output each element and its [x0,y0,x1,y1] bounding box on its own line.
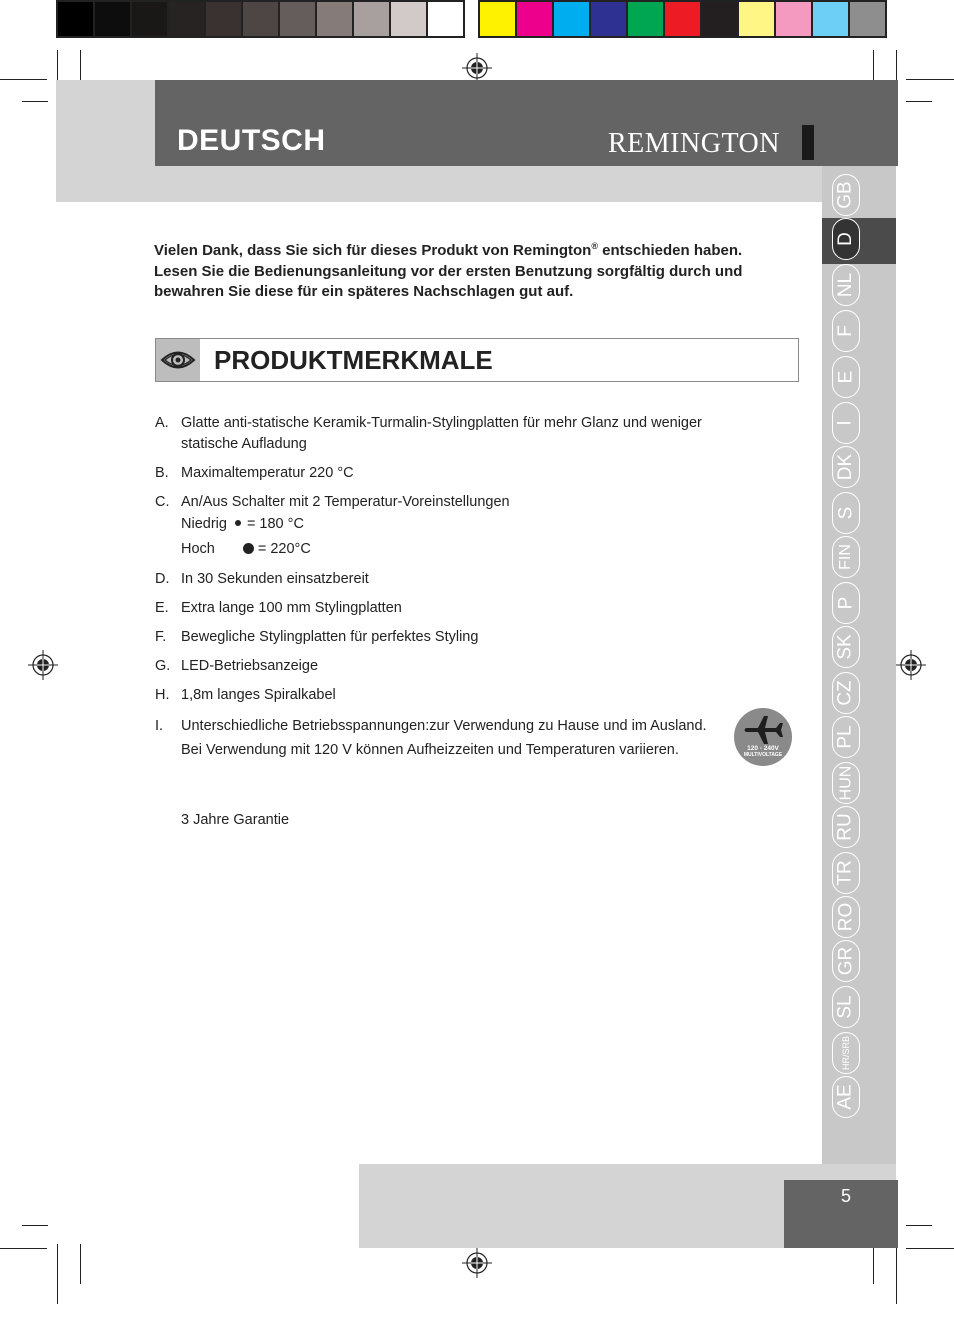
color-swatch [280,2,315,36]
page-number-box [784,1180,898,1248]
feature-text-cont: Bei Verwendung mit 120 V können Aufheizzeiten und Temperaturen variieren. [181,742,679,758]
language-tab-e[interactable] [832,356,860,398]
language-tab-label: S [835,506,856,520]
language-tab-label: F [834,325,856,337]
page-header [155,80,898,166]
language-tab-label: NL [834,272,856,298]
warranty-text: 3 Jahre Garantie [181,812,290,828]
feature-text: LED-Betriebsanzeige [181,658,319,674]
color-swatch [702,2,737,36]
color-swatch [850,2,885,36]
multivoltage-voltage: 120 - 240V [747,745,779,752]
crop-mark [22,101,48,102]
language-tab-nl[interactable] [832,264,860,306]
language-tab-label: AE [834,1084,856,1110]
feature-letter: F. [155,629,167,645]
registration-mark-icon [462,53,492,83]
language-tab-ae[interactable] [832,1076,860,1118]
language-tab-label: PL [835,725,856,749]
intro-line-1b: entschieden haben. [597,242,743,259]
crop-mark [906,101,932,102]
registration-mark-icon [462,1248,492,1278]
intro-text [154,236,794,303]
eye-icon [156,339,200,381]
feature-letter: G. [155,658,171,674]
color-swatch [739,2,774,36]
color-swatch [554,2,589,36]
color-swatch [243,2,278,36]
multivoltage-label: MULTIVOLTAGE [743,752,783,758]
language-tab-hun[interactable] [832,762,860,804]
feature-letter: H. [155,687,170,703]
language-tab-label: E [835,370,856,384]
color-swatch [480,2,515,36]
brand-bar [802,125,814,160]
color-swatch [391,2,426,36]
temp-low [181,516,304,532]
temp-high [181,541,311,557]
crop-mark [80,1244,81,1284]
temp-high-label: Hoch [181,541,215,557]
language-tab-label: SK [834,634,856,660]
grayscale-swatches [56,0,465,38]
section-header [155,338,799,382]
section-title: PRODUKTMERKMALE [214,345,493,375]
language-tab-tr[interactable] [832,852,860,894]
feature-letter: B. [155,465,169,481]
color-swatch [628,2,663,36]
language-tab-label: TR [834,860,856,886]
language-tab-cz[interactable] [832,672,860,714]
feature-letter: I. [155,718,164,734]
feature-text: Extra lange 100 mm Stylingplatten [181,600,402,616]
crop-mark [0,79,47,80]
language-tab-fin[interactable] [832,536,860,578]
feature-letter: E. [155,600,169,616]
language-tab-label: CZ [834,680,856,706]
brand-logo: REMINGTON [608,128,780,159]
registered-mark: ® [591,241,598,251]
language-tab-label: RU [835,813,857,841]
language-tab-gr[interactable] [832,940,860,982]
language-tab-label: GR [835,946,856,976]
temp-high-value: = 220°C [257,541,311,557]
feature-text: Glatte anti-statische Keramik-Turmalin-Stylingplatten für mehr Glanz und weniger [181,415,702,431]
language-tab-label: HUN [837,765,855,801]
language-tab-label: I [835,420,856,426]
language-tab-label: FIN [837,544,854,570]
color-swatch [517,2,552,36]
temp-low-value: = 180 °C [246,516,304,532]
language-tab-label: HR/SRB [841,1035,852,1071]
color-swatch [317,2,352,36]
language-tab-f[interactable] [832,310,860,352]
language-tab-sk[interactable] [832,626,860,668]
color-swatch [354,2,389,36]
language-tab-hr-srb[interactable] [832,1032,860,1074]
color-swatches [478,0,887,38]
feature-text: Maximaltemperatur 220 °C [181,465,354,481]
language-tab-label: D [834,232,856,246]
registration-mark-icon [28,650,58,680]
color-swatch [665,2,700,36]
intro-line-1a: Vielen Dank, dass Sie sich für dieses Produkt von Remington [154,242,592,259]
color-swatch [132,2,167,36]
color-swatch [206,2,241,36]
color-swatch [428,2,463,36]
feature-letter: D. [155,571,170,587]
page-number: 5 [840,1186,851,1206]
feature-text: In 30 Sekunden einsatzbereit [181,571,369,587]
language-tab-ro[interactable] [832,896,860,938]
language-tab-d[interactable] [832,218,860,260]
intro-line-2: Lesen Sie die Bedienungsanleitung vor der ersten Benutzung sorgfältig durch und [154,262,743,280]
language-tab-p[interactable] [832,582,860,624]
crop-mark [906,1248,954,1249]
color-swatch [58,2,93,36]
language-tab-dk[interactable] [832,446,860,488]
temp-low-label: Niedrig [181,516,227,532]
feature-text-cont: statische Aufladung [181,436,307,452]
language-tab-label: RO [835,902,856,932]
crop-mark [22,1225,48,1226]
large-dot-icon [243,543,254,554]
crop-mark [0,1248,47,1249]
language-tab-sl[interactable] [832,986,860,1028]
feature-letter: C. [155,494,170,510]
multivoltage-badge [734,708,792,766]
language-tab-strip [822,166,896,1164]
color-calibration-bar [56,0,887,38]
small-dot-icon [235,520,241,526]
airplane-icon [734,710,792,750]
feature-text: Bewegliche Stylingplatten für perfektes Styling [181,629,479,645]
section-icon-box [156,339,200,381]
language-tab-label: SL [835,995,856,1019]
feature-letter: A. [155,415,169,431]
feature-text: 1,8m langes Spiralkabel [181,687,336,703]
language-tab-label: DK [835,453,856,481]
color-swatch [95,2,130,36]
color-swatch [813,2,848,36]
intro-line-3: bewahren Sie diese für ein späteres Nachschlagen gut auf. [154,283,574,300]
language-tab-gb[interactable] [832,174,860,216]
color-swatch [776,2,811,36]
language-tab-i[interactable] [832,402,860,444]
language-tab-pl[interactable] [832,716,860,758]
page-title: DEUTSCH [177,124,326,157]
feature-text: An/Aus Schalter mit 2 Temperatur-Voreinstellungen [181,494,510,510]
language-tab-ru[interactable] [832,806,860,848]
crop-mark [906,79,954,80]
crop-mark [906,1225,932,1226]
language-tab-s[interactable] [832,492,860,534]
language-tab-label: GB [835,181,857,209]
crop-mark [873,1244,874,1284]
crop-mark [896,1244,897,1304]
language-tab-label: P [835,596,856,610]
color-swatch [591,2,626,36]
color-swatch [169,2,204,36]
feature-text: Unterschiedliche Betriebsspannungen:zur Verwendung zu Hause und im Ausland. [181,718,707,734]
registration-mark-icon [896,650,926,680]
crop-mark [57,1244,58,1304]
